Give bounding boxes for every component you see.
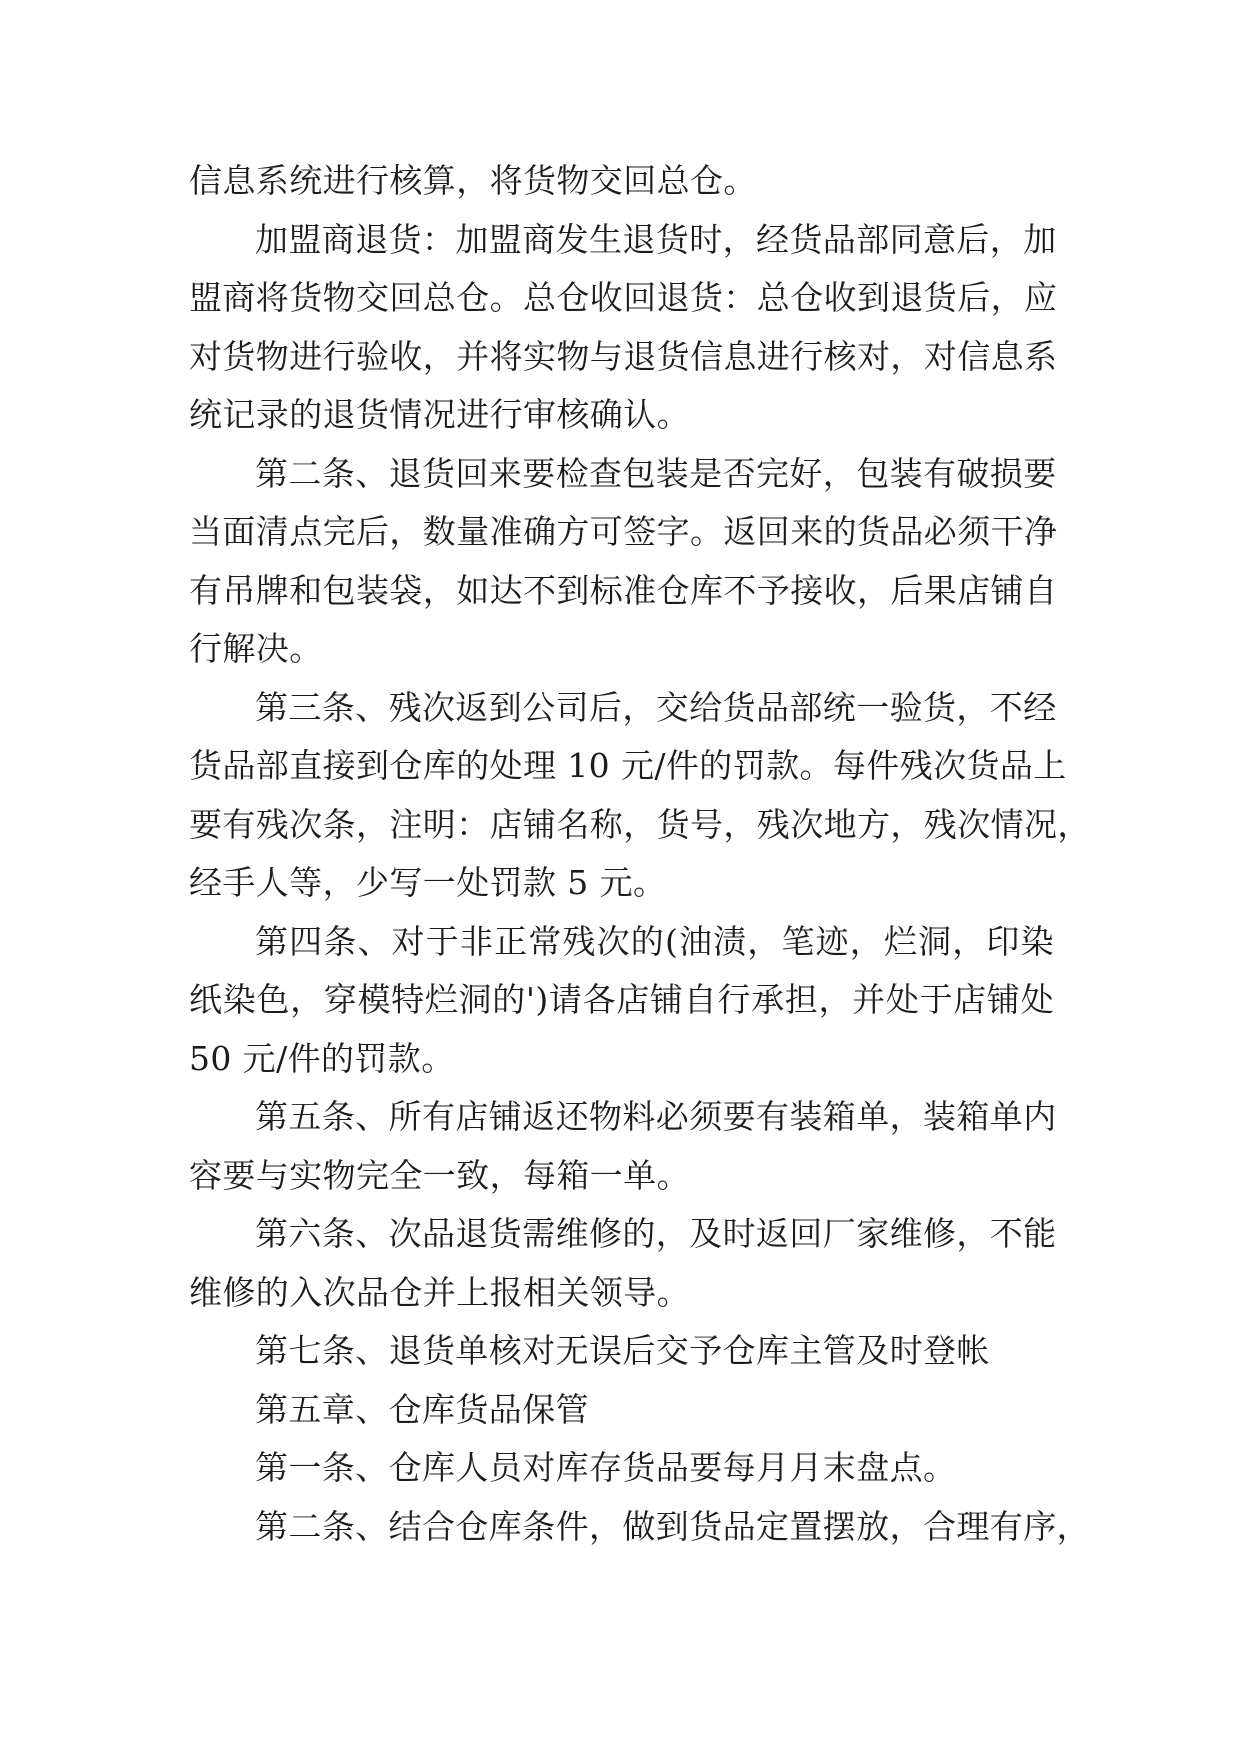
- text-line: 对货物进行验收，并将实物与退货信息进行核对，对信息系: [189, 336, 1058, 376]
- document-body: [189, 152, 1091, 1556]
- text-line: 第一条、仓库人员对库存货品要每月月末盘点。: [255, 1448, 957, 1487]
- text-line: 纸染色，穿模特烂洞的')请各店铺自行承担，并处于店铺处: [189, 980, 1054, 1019]
- chapter-5-heading: [189, 1381, 1054, 1440]
- text-line: 第二条、退货回来要检查包装是否完好，包装有破损要: [255, 453, 1057, 493]
- text-line: 盟商将货物交回总仓。总仓收回退货：总仓收到退货后，应: [189, 278, 1058, 317]
- text-line: 第五条、所有店铺返还物料必须要有装箱单，装箱单内: [255, 1097, 1057, 1136]
- paragraph-article-3: [189, 679, 1091, 913]
- paragraph-1: [189, 152, 1054, 211]
- paragraph-chapter5-article-1: [189, 1439, 1054, 1498]
- text-line: 第二条、结合仓库条件，做到货品定置摆放，合理有序，: [255, 1506, 1090, 1546]
- text-line: 当面清点完后，数量准确方可签字。返回来的货品必须干净: [189, 512, 1058, 551]
- text-line: 统记录的退货情况进行审核确认。: [189, 395, 690, 434]
- text-line: 要有残次条，注明：店铺名称，货号，残次地方，残次情况，: [189, 804, 1091, 844]
- text-line: 50 元/件的罚款。: [189, 1038, 455, 1078]
- paragraph-article-4: [189, 913, 1054, 1089]
- text-line: 第六条、次品退货需维修的，及时返回厂家维修，不能: [255, 1214, 1057, 1253]
- text-line: 第四条、对于非正常残次的(油渍，笔迹，烂洞，印染: [255, 921, 1054, 961]
- text-line: 加盟商退货：加盟商发生退货时，经货品部同意后，加: [255, 219, 1057, 259]
- paragraph-chapter5-article-2: [189, 1498, 1090, 1557]
- paragraph-article-6: [189, 1205, 1057, 1322]
- paragraph-franchisee-returns: [189, 211, 1058, 445]
- text-line: 经手人等，少写一处罚款 5 元。: [189, 863, 667, 902]
- text-line: 第三条、残次返到公司后，交给货品部统一验货，不经: [255, 687, 1057, 727]
- text-line: 行解决。: [189, 629, 323, 668]
- paragraph-article-2: [189, 445, 1058, 679]
- text-line: 第五章、仓库货品保管: [255, 1389, 589, 1429]
- paragraph-article-7: [189, 1322, 1054, 1381]
- text-line: 第七条、退货单核对无误后交予仓库主管及时登帐: [255, 1331, 990, 1370]
- paragraph-article-5: [189, 1088, 1057, 1205]
- text-line: 信息系统进行核算，将货物交回总仓。: [189, 161, 757, 200]
- text-line: 货品部直接到仓库的处理 10 元/件的罚款。每件残次货品上: [189, 746, 1067, 785]
- text-line: 有吊牌和包装袋，如达不到标准仓库不予接收，后果店铺自: [189, 570, 1058, 610]
- text-line: 容要与实物完全一致，每箱一单。: [189, 1155, 690, 1195]
- text-line: 维修的入次品仓并上报相关领导。: [189, 1272, 690, 1312]
